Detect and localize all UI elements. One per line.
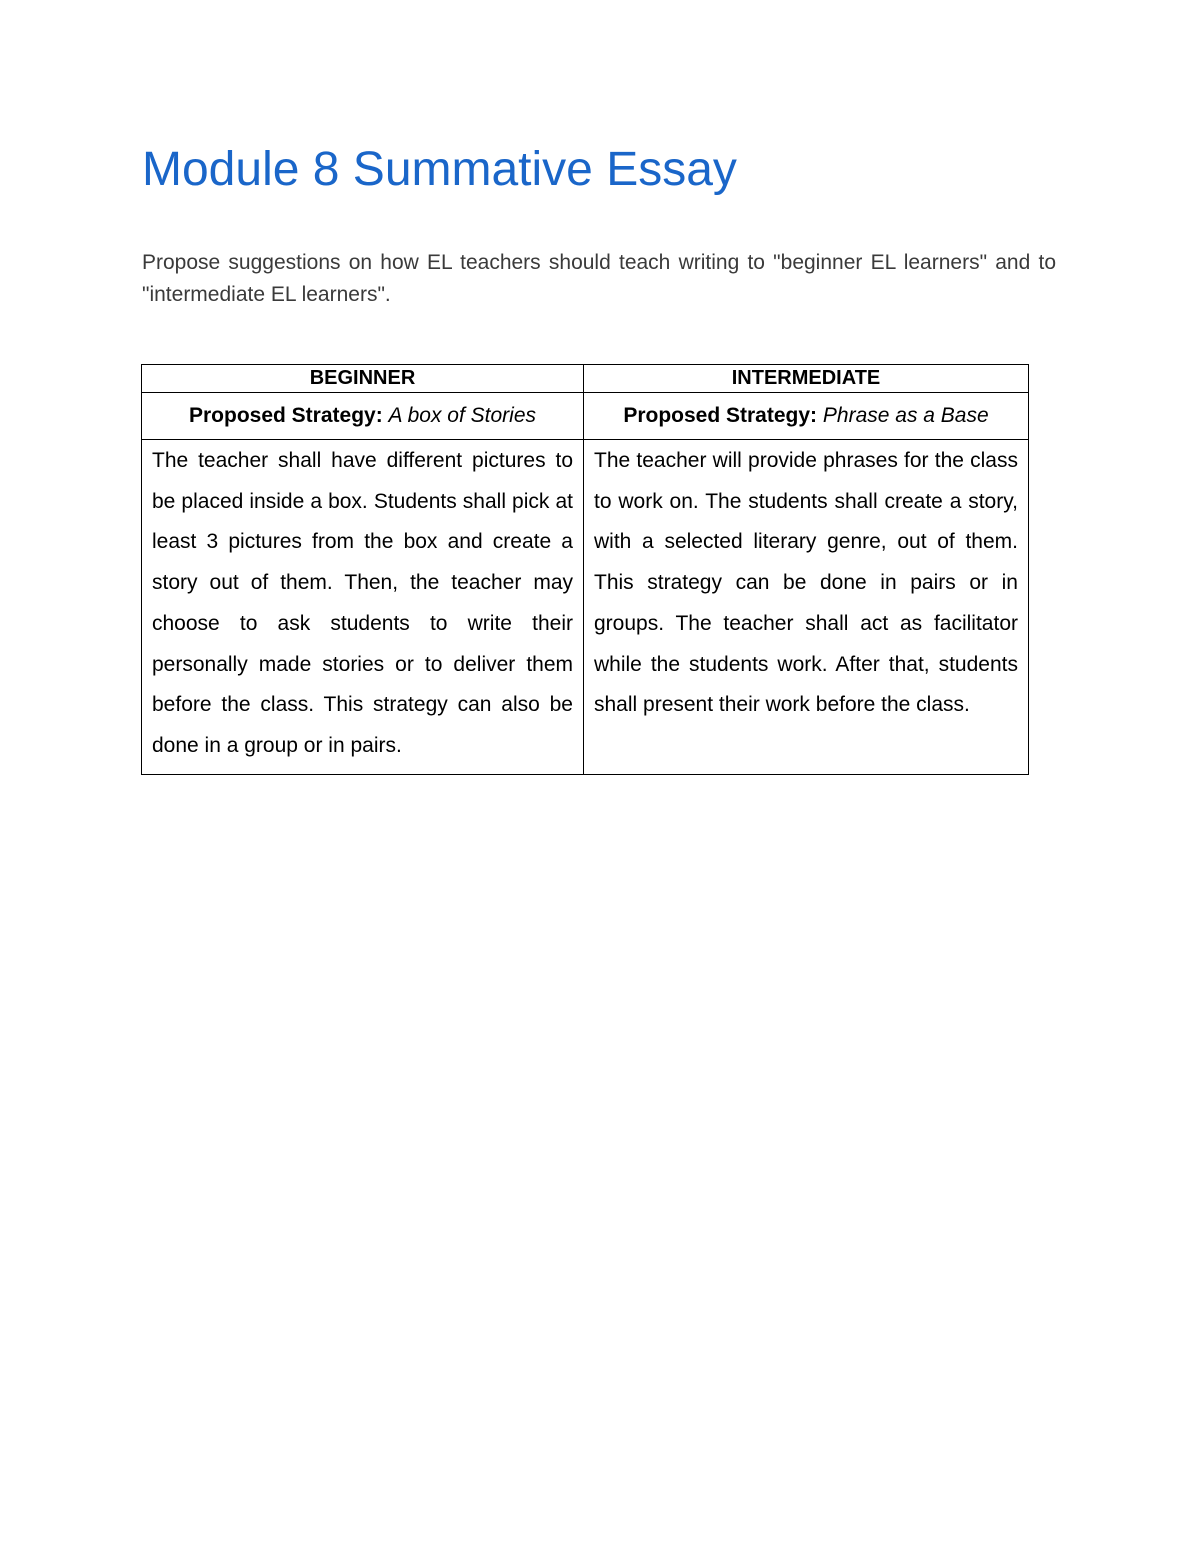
level-header-row: [142, 365, 1029, 393]
beginner-strategy-label: Proposed Strategy:: [188, 404, 383, 427]
beginner-header: BEGINNER: [142, 365, 584, 393]
beginner-strategy: [142, 393, 584, 440]
beginner-strategy-name: A box of Stories: [388, 404, 537, 427]
intermediate-strategy-name: Phrase as a Base: [822, 404, 989, 427]
intermediate-header: INTERMEDIATE: [584, 365, 1029, 393]
intermediate-strategy-label: Proposed Strategy:: [623, 404, 818, 427]
page-title: Module 8 Summative Essay: [142, 143, 737, 196]
intermediate-description: The teacher will provide phrases for the class to work on. The students shall create a story, with a selected literary genre, out of them. This strategy can be done in pairs or in groups. The teacher shall act as facilitator while the students work. After that, students shall present their work before the class.: [584, 440, 1029, 775]
beginner-description: The teacher shall have different pictures to be placed inside a box. Students shall pick at least 3 pictures from the box and create a story out of them. Then, the teacher may choose to ask students to write their personally made stories or to deliver them before the class. This strategy can also be done in a group or in pairs.: [142, 440, 584, 775]
description-row: [142, 440, 1029, 775]
strategy-header-row: [142, 393, 1029, 440]
strategy-table: [141, 364, 1029, 775]
intermediate-strategy: [584, 393, 1029, 440]
essay-prompt: Propose suggestions on how EL teachers should teach writing to "beginner EL learners" and to "intermediate EL learners".: [142, 251, 1056, 306]
